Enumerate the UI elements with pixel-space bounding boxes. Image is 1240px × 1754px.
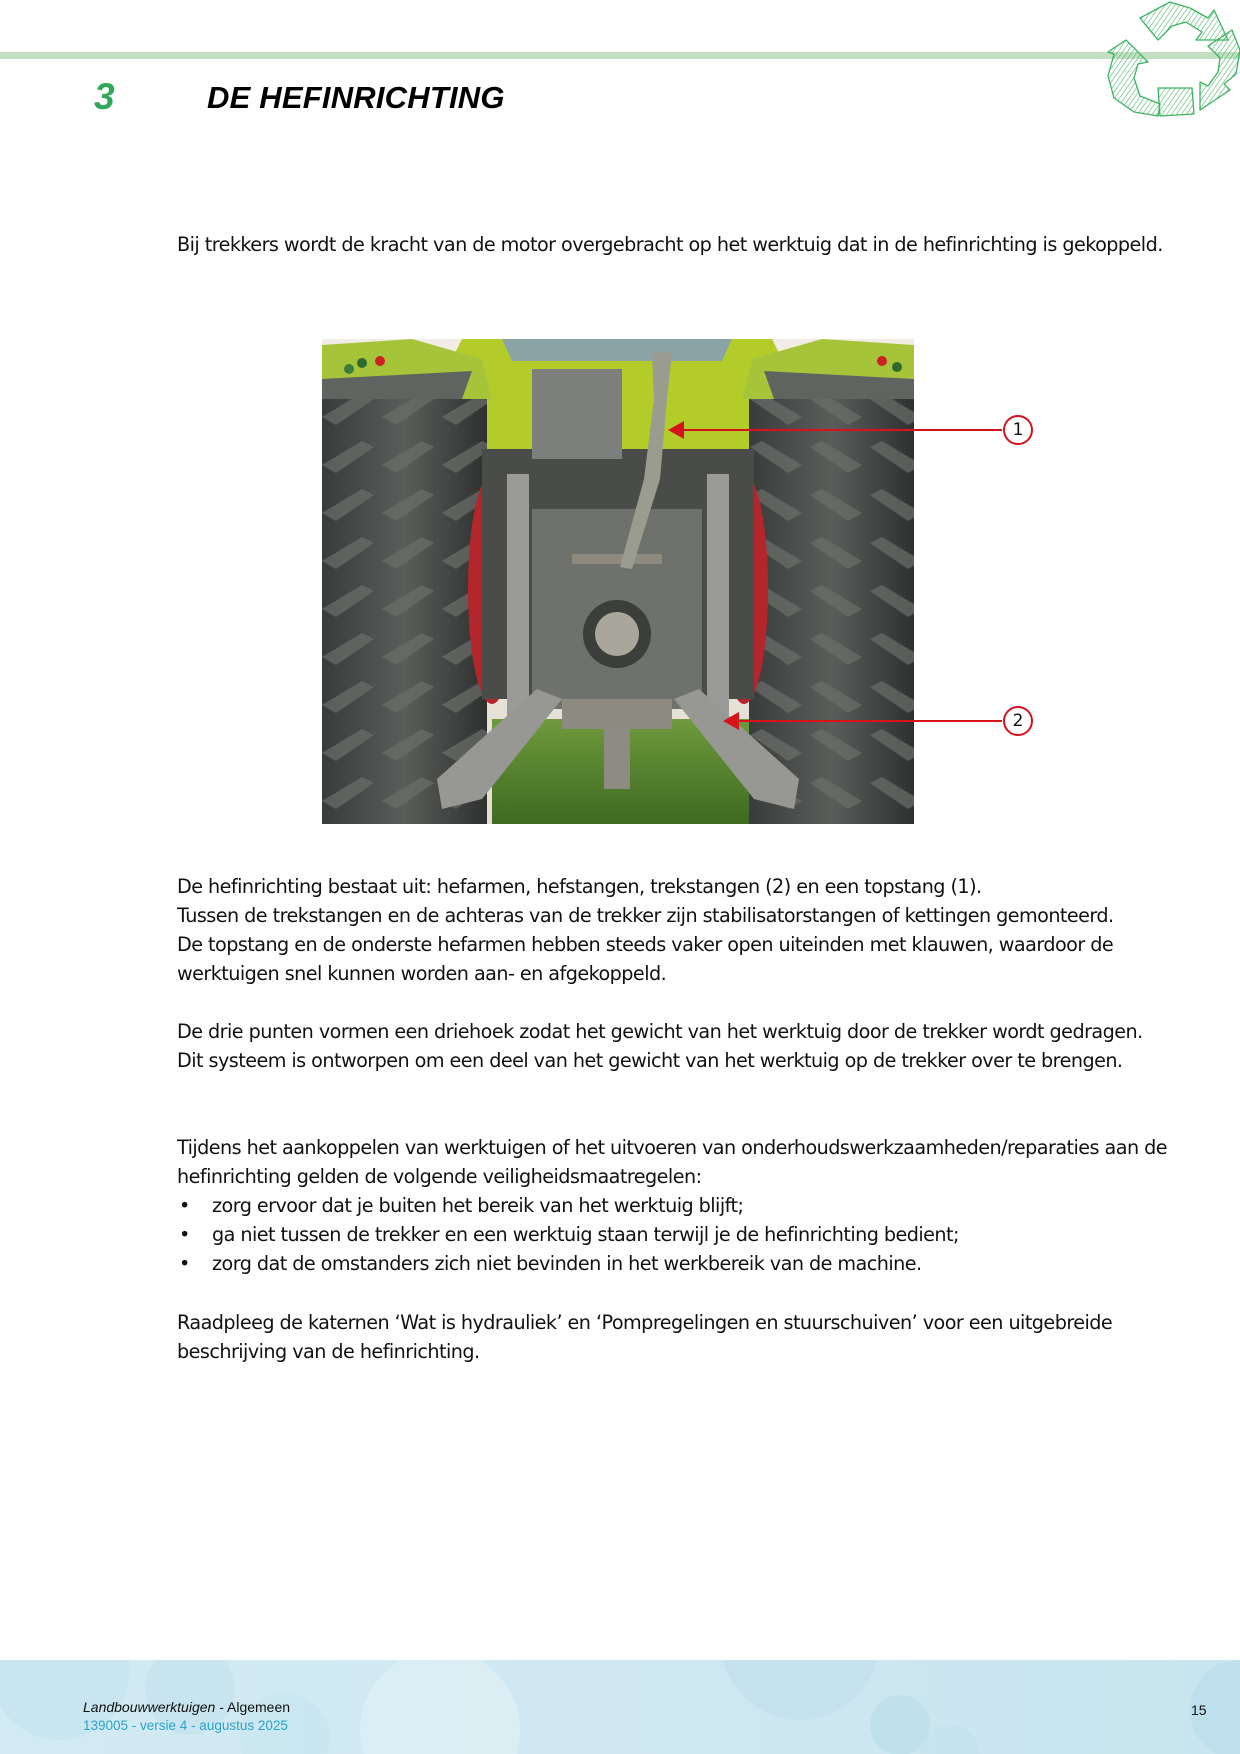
bullet-icon: • xyxy=(179,1252,190,1275)
safety-paragraph xyxy=(177,1133,1187,1278)
safety-intro: Tijdens het aankoppelen van werktuigen of het uitvoeren van onderhoudswerkzaamheden/reparaties aan de hefinrichting gelden de volgende veiligheidsmaatregelen: xyxy=(177,1136,1167,1188)
intro-text: Bij trekkers wordt de kracht van de motor overgebracht op het werktuig dat in de hefinrichting is gekoppeld. xyxy=(177,233,1163,256)
tractor-rear-illustration xyxy=(322,339,914,824)
chapter-number: 3 xyxy=(94,76,115,117)
footer-document-title xyxy=(83,1699,290,1715)
bullet-icon: • xyxy=(179,1223,190,1246)
callout-1-arrowhead-icon xyxy=(668,421,684,439)
list-item-text: zorg dat de omstanders zich niet bevinden in het werkbereik van de machine. xyxy=(212,1252,922,1275)
intro-paragraph xyxy=(177,230,1187,259)
tractor-hitch-photo xyxy=(322,339,914,824)
paragraph-text: De drie punten vormen een driehoek zodat het gewicht van het werktuig door de trekker wordt gedragen. Dit systeem is ontworpen om een deel van het gewicht van het werktuig op de trekker over te brengen. xyxy=(177,1020,1143,1072)
footer-title-italic: Landbouwwerktuigen xyxy=(83,1699,216,1715)
callout-2-marker: 2 xyxy=(1003,706,1033,736)
paragraph-line: Tussen de trekstangen en de achteras van de trekker zijn stabilisatorstangen of kettingen gemonteerd. xyxy=(177,904,1114,927)
list-item-text: ga niet tussen de trekker en een werktuig staan terwijl je de hefinrichting bedient; xyxy=(212,1223,959,1246)
header-rule xyxy=(0,52,1240,59)
paragraph-line: De hefinrichting bestaat uit: hefarmen, hefstangen, trekstangen (2) en een topstang (1). xyxy=(177,875,982,898)
reference-paragraph xyxy=(177,1308,1187,1366)
callout-2-line xyxy=(730,720,1002,722)
paragraph-line: De topstang en de onderste hefarmen hebben steeds vaker open uiteinden met klauwen, waardoor de werktuigen snel kunnen worden aan- en afgekoppeld. xyxy=(177,933,1114,985)
three-point-paragraph xyxy=(177,1017,1152,1075)
hitch-components-paragraph xyxy=(177,872,1187,988)
chapter-title: DE HEFINRICHTING xyxy=(207,80,505,115)
footer-title-rest: - Algemeen xyxy=(215,1699,291,1715)
list-item-text: zorg ervoor dat je buiten het bereik van het werktuig blijft; xyxy=(212,1194,744,1217)
safety-list xyxy=(177,1191,1187,1278)
callout-1-marker: 1 xyxy=(1003,415,1033,445)
page-number: 15 xyxy=(1191,1702,1207,1718)
footer-version: 139005 - versie 4 - augustus 2025 xyxy=(83,1718,288,1733)
recycle-icon xyxy=(1100,0,1240,118)
paragraph-text: Raadpleeg de katernen ‘Wat is hydrauliek’ en ‘Pompregelingen en stuurschuiven’ voor een uitgebreide beschrijving van de hefinrichting. xyxy=(177,1311,1113,1363)
list-item xyxy=(177,1220,1187,1249)
callout-2-arrowhead-icon xyxy=(723,712,739,730)
callout-1-line xyxy=(675,429,1002,431)
bullet-icon: • xyxy=(179,1194,190,1217)
list-item xyxy=(177,1191,1187,1220)
list-item xyxy=(177,1249,1187,1278)
